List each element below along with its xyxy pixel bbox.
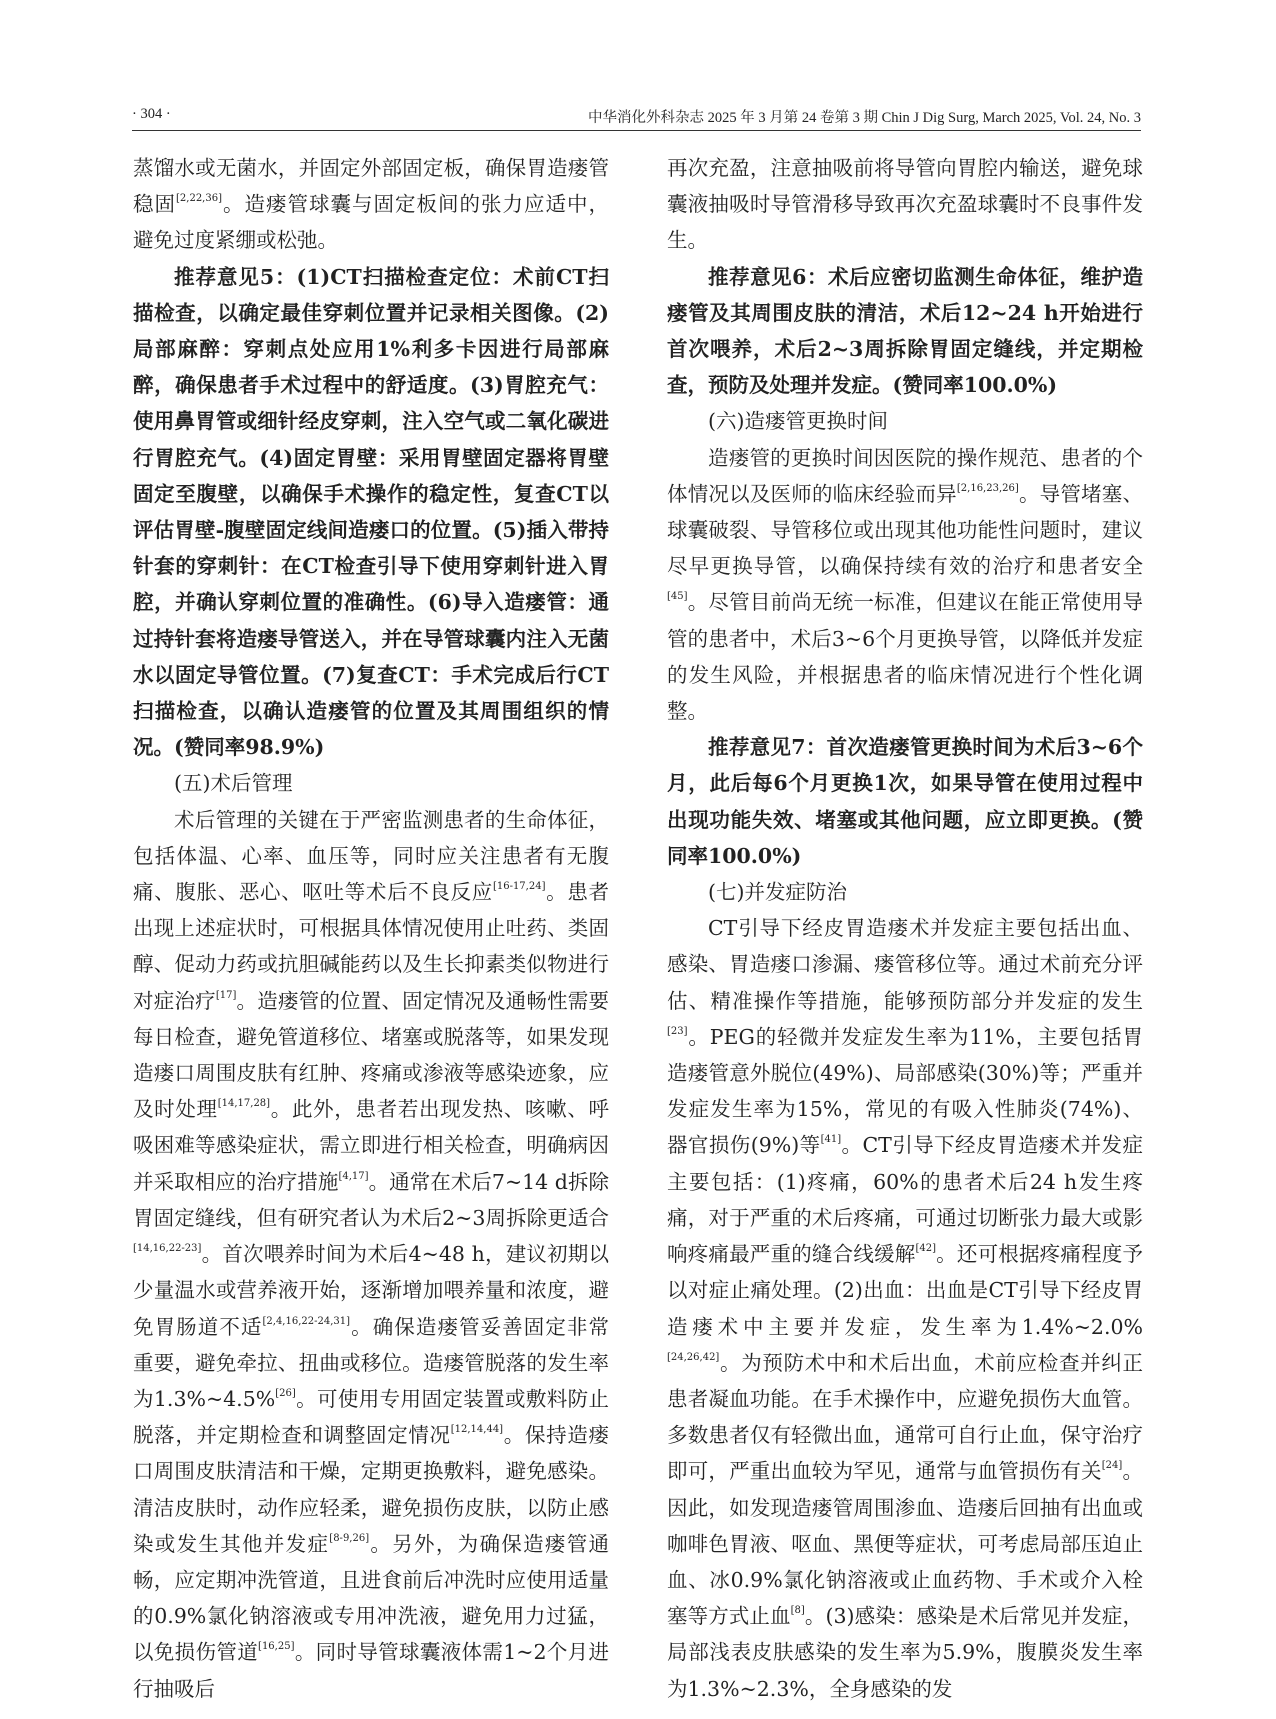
citation-ref: [14,16,22-23] [133,1243,202,1255]
citation-ref: [2,22,36] [176,193,222,205]
recommendation-paragraph: 推荐意见6：术后应密切监测生命体征，维护造瘘管及其周围皮肤的清洁，术后12~24 h开始进行首次喂养，术后2~3周拆除胃固定缝线，并定期检查，预防及处理并发症。(赞同率100.0%) [667,264,1143,398]
citation-ref: [17] [215,989,237,1001]
recommendation-paragraph: 推荐意见5：(1)CT扫描检查定位：术前CT扫描检查，以确定最佳穿刺位置并记录相关图像。(2)局部麻醉：穿刺点处应用1%利多卡因进行局部麻醉，确保患者手术过程中的舒适度。(3)胃腔充气：使用鼻胃管或细针经皮穿刺，注入空气或二氧化碳进行胃腔充气。(4)固定胃壁：采用胃壁固定器将胃壁固定至腹壁，以确保手术操作的稳定性，复查CT以评估胃壁-腹壁固定线间造瘘口的位置。(5)插入带持针套的穿刺针：在CT检查引导下使用穿刺针进入胃腔，并确认穿刺位置的准确性。(6)导入造瘘管：通过持针套将造瘘导管送入，并在导管球囊内注入无菌水以固定导管位置。(7)复查CT：手术完成后行CT扫描检查，以确认造瘘管的位置及其周围组织的情况。(赞同率98.9%) [133,264,609,760]
right-column [667,150,1143,1707]
section-heading: (五)术后管理 [174,771,293,796]
citation-ref: [23] [667,1025,688,1037]
citation-ref: [26] [275,1387,296,1399]
citation-ref: [41] [820,1134,842,1146]
citation-ref: [42] [915,1243,936,1255]
body-paragraph: CT引导下经皮胃造瘘术并发症主要包括出血、感染、胃造瘘口渗漏、瘘管移位等。通过术前充分评估、精准操作等措施，能够预防部分并发症的发生[23]。PEG的轻微并发症发生率为11%，主要包括胃造瘘管意外脱位(49%)、局部感染(30%)等；严重并发症发生率为15%，常见的有吸入性肺炎(74%)、器官损伤(9%)等[41]。CT引导下经皮胃造瘘术并发症主要包括：(1)疼痛，60%的患者术后24 h发生疼痛，对于严重的术后疼痛，可通过切断张力最大或影响疼痛最严重的缝合线缓解[42]。还可根据疼痛程度予以对症止痛处理。(2)出血：出血是CT引导下经皮胃造瘘术中主要并发症，发生率为1.4%~2.0%[24,26,42]。为预防术中和术后出血，术前应检查并纠正患者凝血功能。在手术操作中，应避免损伤大血管。多数患者仅有轻微出血，通常可自行止血，保守治疗即可，严重出血较为罕见，通常与血管损伤有关[24]。因此，如发现造瘘管周围渗血、造瘘后回抽有出血或咖啡色胃液、呕血、黑便等症状，可考虑局部压迫止血、冰0.9%氯化钠溶液或止血药物、手术或介入栓塞等方式止血[8]。(3)感染：感染是术后常见并发症，局部浅表皮肤感染的发生率为5.9%，腹膜炎发生率为1.3%~2.3%，全身感染的发 [667,916,1143,1701]
page-number: · 304 · [132,106,171,122]
citation-ref: [24] [1101,1460,1123,1472]
section-heading: (六)造瘘管更换时间 [708,409,888,434]
body-paragraph: 术后管理的关键在于严密监测患者的生命体征，包括体温、心率、血压等，同时应关注患者有无腹痛、腹胀、恶心、呕吐等术后不良反应[16-17,24]。患者出现上述症状时，可根据具体情况使用止吐药、类固醇、促动力药或抗胆碱能药以及生长抑素类似物进行对症治疗[17]。造瘘管的位置、固定情况及通畅性需要每日检查，避免管道移位、堵塞或脱落等，如果发现造瘘口周围皮肤有红肿、疼痛或渗液等感染迹象，应及时处理[14,17,28]。此外，患者若出现发热、咳嗽、呼吸困难等感染症状，需立即进行相关检查，明确病因并采取相应的治疗措施[4,17]。通常在术后7~14 d拆除胃固定缝线，但有研究者认为术后2~3周拆除更适合[14,16,22-23]。首次喂养时间为术后4~48 h，建议初期以少量温水或营养液开始，逐渐增加喂养量和浓度，避免胃肠道不适[2,4,16,22-24,31]。确保造瘘管妥善固定非常重要，避免牵拉、扭曲或移位。造瘘管脱落的发生率为1.3%~4.5%[26]。可使用专用固定装置或敷料防止脱落，并定期检查和调整固定情况[12,14,44]。保持造瘘口周围皮肤清洁和干燥，定期更换敷料，避免感染。清洁皮肤时，动作应轻柔，避免损伤皮肤，以防止感染或发生其他并发症[8-9,26]。另外，为确保造瘘管通畅，应定期冲洗管道，且进食前后冲洗时应使用适量的0.9%氯化钠溶液或专用冲洗液，避免用力过猛，以免损伤管道[16,25]。同时导管球囊液体需1~2个月进行抽吸后 [133,807,610,1701]
section-heading: (七)并发症防治 [708,880,847,905]
citation-ref: [16-17,24] [492,881,546,893]
body-paragraph: 再次充盈，注意抽吸前将导管向胃腔内输送，避免球囊液抽吸时导管滑移导致再次充盈球囊时不良事件发生。 [667,156,1143,253]
citation-ref: [8-9,26] [329,1532,370,1544]
citation-ref: [8] [790,1605,805,1617]
citation-ref: [24,26,42] [667,1351,720,1363]
citation-ref: [16,25] [258,1641,295,1653]
citation-ref: [2,16,23,26] [956,482,1019,494]
citation-ref: [45] [667,591,688,603]
running-header [132,104,1141,131]
citation-ref: [2,4,16,22-24,31] [262,1315,351,1327]
body-paragraph: 造瘘管的更换时间因医院的操作规范、患者的个体情况以及医师的临床经验而异[2,16,23,26]。导管堵塞、球囊破裂、导管移位或出现其他功能性问题时，建议尽早更换导管，以确保持续有效的治疗和患者安全[45]。尽管目前尚无统一标准，但建议在能正常使用导管的患者中，术后3~6个月更换导管，以降低并发症的发生风险，并根据患者的临床情况进行个性化调整。 [667,445,1144,724]
recommendation-paragraph: 推荐意见7：首次造瘘管更换时间为术后3~6个月，此后每6个月更换1次，如果导管在使用过程中出现功能失效、堵塞或其他问题，应立即更换。(赞同率100.0%) [667,735,1143,868]
left-column [133,150,609,1707]
citation-ref: [4,17] [338,1170,369,1182]
citation-ref: [14,17,28] [217,1098,271,1110]
journal-info: 中华消化外科杂志 2025 年 3 月第 24 卷第 3 期 Chin J Dig Surg, March 2025, Vol. 24, No. 3 [587,110,1141,126]
citation-ref: [12,14,44] [450,1424,504,1436]
body-paragraph: 蒸馏水或无菌水，并固定外部固定板，确保胃造瘘管稳固[2,22,36]。造瘘管球囊与固定板间的张力应适中，避免过度紧绷或松弛。 [133,156,610,253]
